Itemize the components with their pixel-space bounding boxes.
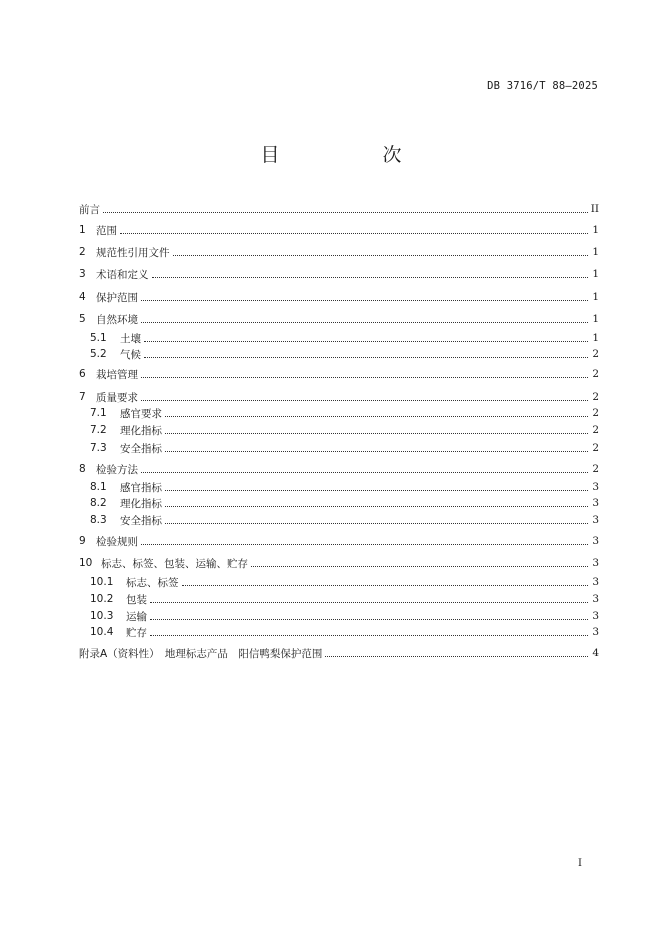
toc-leader-dots [165, 496, 588, 507]
toc-leader-dots [150, 625, 588, 636]
toc-leader-dots [144, 331, 588, 342]
toc-entry-label: 土壤 [120, 332, 141, 345]
toc-entry-page: 2 [592, 424, 599, 436]
toc-entry-number: 10.4 [90, 626, 114, 638]
toc-entry-label: 运输 [126, 610, 147, 623]
toc-entry[interactable] [90, 479, 599, 495]
toc-entry-label: 标志、标签 [126, 576, 179, 589]
toc-entry-number: 6 [79, 368, 86, 380]
toc-entry[interactable] [90, 346, 599, 362]
toc-leader-dots [173, 245, 589, 256]
toc-leader-dots [152, 267, 589, 278]
toc-leader-dots [251, 556, 588, 567]
toc-entry[interactable] [79, 266, 599, 282]
toc-entry[interactable] [90, 330, 599, 346]
toc-entry-number: 3 [79, 268, 86, 280]
toc-leader-dots [165, 441, 588, 452]
toc-title: 目 次 [260, 144, 444, 166]
toc-entry-page: 1 [592, 268, 599, 280]
toc-entry[interactable] [79, 645, 599, 661]
toc-entry-number: 10.3 [90, 610, 114, 622]
document-code: DB 3716/T 88—2025 [487, 80, 598, 92]
toc-entry-number: 9 [79, 535, 86, 547]
toc-entry-page: II [590, 203, 599, 215]
toc-leader-dots [141, 462, 588, 473]
toc-entry-label: 理化指标 [120, 424, 162, 437]
toc-entry-page: 3 [592, 557, 599, 569]
toc-entry-label: 检验方法 [96, 463, 138, 476]
toc-entry-page: 2 [592, 368, 599, 380]
toc-entry-page: 3 [592, 593, 599, 605]
toc-entry-number: 2 [79, 246, 86, 258]
toc-entry-page: 4 [592, 647, 599, 659]
toc-entry-number: 5.2 [90, 348, 107, 360]
toc-leader-dots [120, 223, 588, 234]
toc-entry-label: 质量要求 [96, 391, 138, 404]
toc-entry[interactable] [90, 624, 599, 640]
toc-entry[interactable] [79, 244, 599, 260]
toc-entry-label: 自然环境 [96, 313, 138, 326]
toc-entry-number: 1 [79, 224, 86, 236]
toc-entry-label: 气候 [120, 348, 141, 361]
toc-entry-label: 包装 [126, 593, 147, 606]
toc-entry[interactable] [79, 201, 599, 217]
toc-entry[interactable] [90, 440, 599, 456]
toc-entry-number: 7.1 [90, 407, 107, 419]
toc-entry[interactable] [79, 311, 599, 327]
toc-entry-page: 3 [592, 626, 599, 638]
toc-entry-number: 5.1 [90, 332, 107, 344]
toc-leader-dots [141, 367, 588, 378]
toc-entry-page: 2 [592, 391, 599, 403]
toc-entry-page: 1 [592, 224, 599, 236]
toc-entry-number: 7.3 [90, 442, 107, 454]
toc-entry[interactable] [79, 366, 599, 382]
toc-leader-dots [141, 312, 588, 323]
toc-entry-page: 1 [592, 313, 599, 325]
toc-entry-number: 10.2 [90, 593, 114, 605]
toc-entry-label: 术语和定义 [96, 268, 149, 281]
toc-leader-dots [141, 390, 588, 401]
toc-leader-dots [165, 406, 588, 417]
toc-entry-label: 感官要求 [120, 407, 162, 420]
toc-entry[interactable] [79, 555, 599, 571]
toc-entry-page: 1 [592, 246, 599, 258]
toc-entry[interactable] [90, 608, 599, 624]
toc-entry-label: 理化指标 [120, 497, 162, 510]
toc-entry-label: 附录A（资料性） 地理标志产品 阳信鸭梨保护范围 [79, 647, 323, 660]
toc-entry-page: 1 [592, 291, 599, 303]
toc-entry-page: 3 [592, 535, 599, 547]
toc-entry-number: 7 [79, 391, 86, 403]
toc-entry-number: 10 [79, 557, 93, 569]
toc-leader-dots [182, 575, 589, 586]
toc-leader-dots [144, 347, 588, 358]
toc-entry-number: 8.3 [90, 514, 107, 526]
toc-entry-number: 8.1 [90, 481, 107, 493]
toc-entry[interactable] [90, 422, 599, 438]
toc-entry-label: 栽培管理 [96, 368, 138, 381]
toc-leader-dots [103, 202, 588, 213]
toc-entry[interactable] [90, 591, 599, 607]
toc-entry-page: 3 [592, 610, 599, 622]
toc-entry-label: 前言 [79, 203, 100, 216]
toc-entry-number: 4 [79, 291, 86, 303]
toc-leader-dots [165, 480, 588, 491]
toc-entry-label: 贮存 [126, 626, 147, 639]
toc-leader-dots [141, 534, 588, 545]
toc-leader-dots [325, 646, 588, 657]
toc-entry[interactable] [90, 574, 599, 590]
toc-entry[interactable] [90, 512, 599, 528]
toc-entry[interactable] [79, 389, 599, 405]
toc-entry-label: 保护范围 [96, 291, 138, 304]
toc-entry[interactable] [79, 222, 599, 238]
toc-entry-page: 3 [592, 497, 599, 509]
toc-entry[interactable] [79, 289, 599, 305]
toc-entry-page: 2 [592, 442, 599, 454]
toc-entry-page: 2 [592, 407, 599, 419]
toc-entry[interactable] [79, 461, 599, 477]
toc-leader-dots [150, 592, 588, 603]
toc-entry-page: 3 [592, 481, 599, 493]
toc-entry-page: 2 [592, 463, 599, 475]
toc-entry-page: 1 [592, 332, 599, 344]
toc-entry[interactable] [79, 533, 599, 549]
toc-entry-label: 安全指标 [120, 514, 162, 527]
toc-entry-label: 感官指标 [120, 481, 162, 494]
toc-entry-label: 规范性引用文件 [96, 246, 170, 259]
toc-entry[interactable] [90, 495, 599, 511]
toc-leader-dots [165, 513, 588, 524]
toc-entry-label: 范围 [96, 224, 117, 237]
toc-entry-number: 7.2 [90, 424, 107, 436]
toc-entry-number: 8.2 [90, 497, 107, 509]
toc-entry-number: 8 [79, 463, 86, 475]
toc-entry-label: 检验规则 [96, 535, 138, 548]
toc-leader-dots [165, 423, 588, 434]
toc-entry[interactable] [90, 405, 599, 421]
toc-entry-label: 标志、标签、包装、运输、贮存 [101, 557, 248, 570]
toc-leader-dots [150, 609, 588, 620]
toc-entry-page: 3 [592, 514, 599, 526]
toc-entry-page: 3 [592, 576, 599, 588]
toc-entry-number: 10.1 [90, 576, 114, 588]
page-number: I [578, 858, 582, 869]
toc-entry-number: 5 [79, 313, 86, 325]
toc-entry-page: 2 [592, 348, 599, 360]
toc-entry-label: 安全指标 [120, 442, 162, 455]
toc-leader-dots [141, 290, 588, 301]
